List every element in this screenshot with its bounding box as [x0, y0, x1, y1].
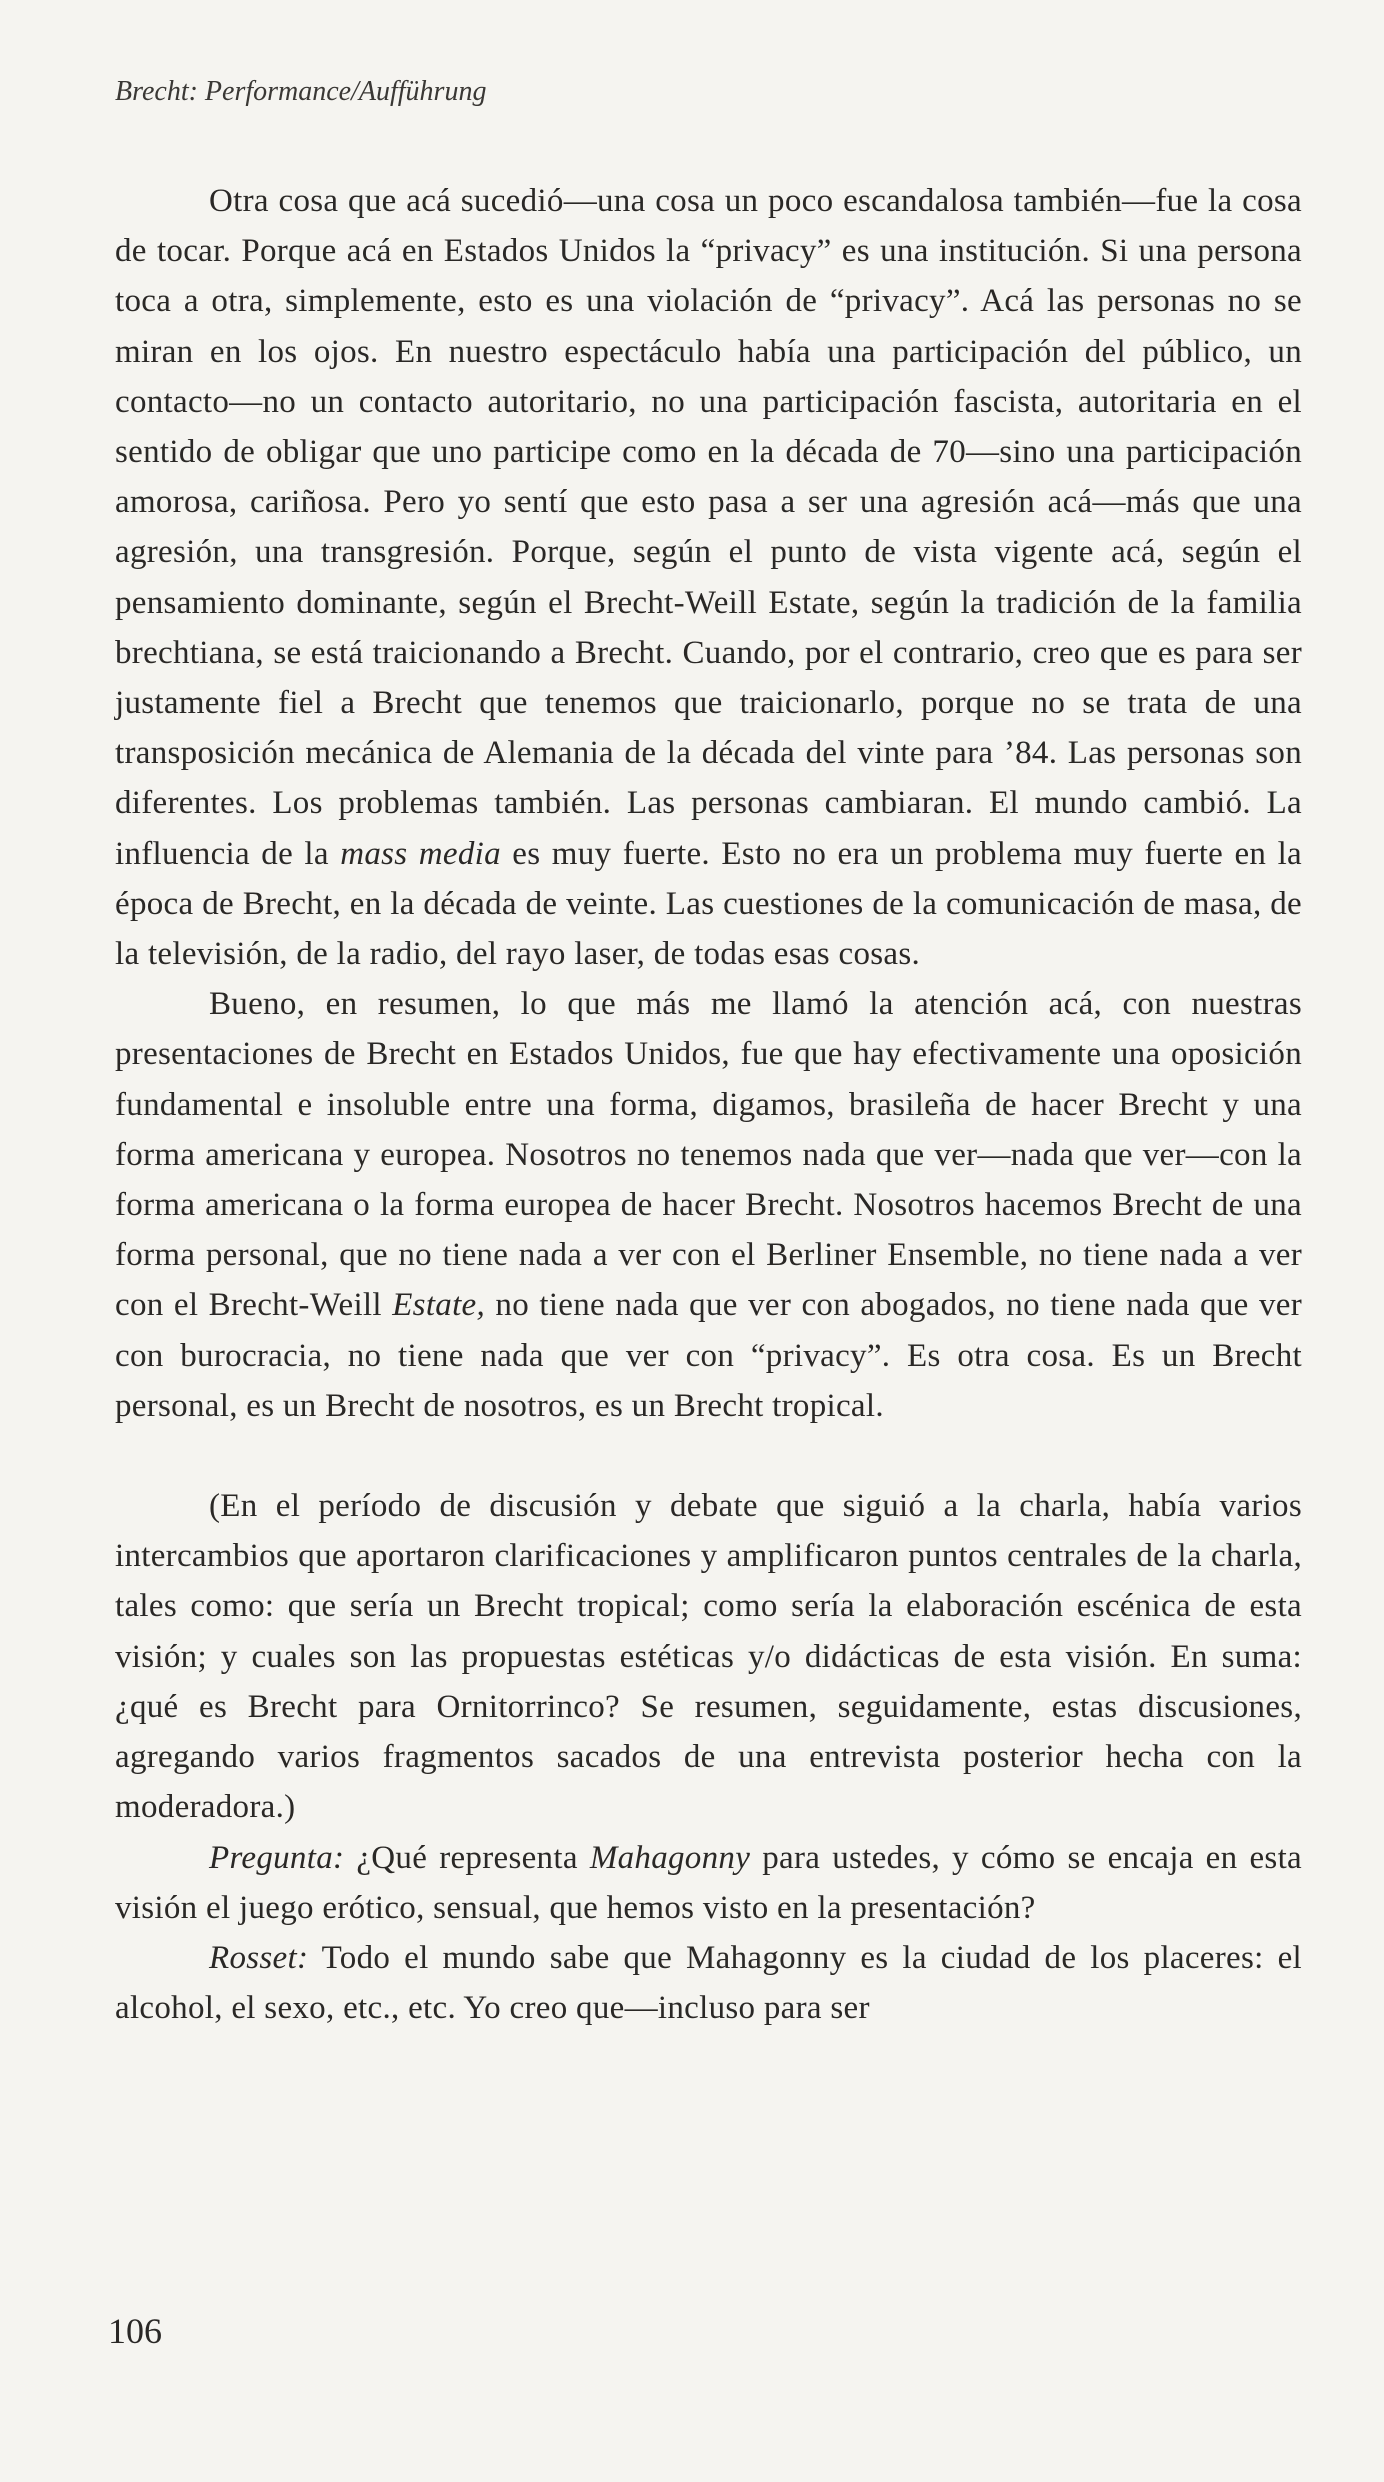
- speaker-label: Rosset:: [209, 1939, 309, 1976]
- italic-term: mass media: [340, 835, 501, 872]
- body-text: [115, 176, 1302, 2033]
- speaker-label: Pregunta:: [209, 1839, 345, 1876]
- paragraph-discussion-note: (En el período de discusión y debate que siguió a la charla, había varios intercambios que aportaron clarificaciones y amplificaron puntos centrales de la charla, tales como: que sería un Brecht tropical; como sería la elaboración escénica de esta visión; y cuales son las propuestas estéticas y/o didácticas de esta visión. En suma: ¿qué es Brecht para Ornitorrinco? Se resumen, seguidamente, estas discusiones, agregando varios fragmentos sacados de una entrevista posterior hecha con la moderadora.): [115, 1488, 1302, 1826]
- italic-term: Estate,: [392, 1287, 486, 1324]
- paragraph-text: ¿Qué representa: [344, 1839, 590, 1876]
- italic-term: Mahagonny: [589, 1839, 751, 1876]
- running-head: Brecht: Performance/Aufführung: [115, 76, 487, 107]
- paragraph-text: Todo el mundo sabe que Mahagonny es la ciudad de los placeres: el alcohol, el sexo, etc., etc. Yo creo que—incluso para ser: [115, 1939, 1302, 2027]
- paragraph-text: Otra cosa que acá sucedió—una cosa un poco escandalosa también—fue la cosa de tocar. Porque acá en Estados Unidos la “privacy” es una institución. Si una persona toca a otra, simplemente, esto es una violación de “privacy”. Acá las personas no se miran en los ojos. En nuestro espectáculo había una participación del público, un contacto—no un contacto autoritario, no una participación fascista, autoritaria en el sentido de obligar que uno participe como en la década de 70—sino una participación amorosa, cariñosa. Pero yo sentí que esto pasa a ser una agresión acá—más que una agresión, una transgresión. Porque, según el punto de vista vigente acá, según el pensamiento dominante, según el Brecht-Weill Estate, según la tradición de la familia brechtiana, se está traicionando a Brecht. Cuando, por el contrario, creo que es para ser justamente fiel a Brecht que tenemos que traicionarlo, porque no se trata de una transposición mecánica de Alemania de la década del vinte para ’84. Las personas son diferentes. Los problemas también. Las personas cambiaran. El mundo cambió. La influencia de la: [115, 183, 1302, 872]
- paragraph-question: [115, 1833, 1302, 1933]
- paragraph-text: es muy fuerte. Esto no era un problema muy fuerte en la época de Brecht, en la década de veinte. Las cuestiones de la comunicación de masa, de la televisión, de la radio, del rayo laser, de todas esas cosas.: [115, 835, 1303, 973]
- paragraph-text: para ustedes, y cómo se encaja en esta visión el juego erótico, sensual, que hemos visto en la presentación?: [115, 1839, 1302, 1926]
- paragraph-answer: [115, 1933, 1302, 2033]
- paragraph-privacy: [115, 176, 1302, 979]
- paragraph-summary: [115, 979, 1302, 1431]
- paragraph-text: Bueno, en resumen, lo que más me llamó la atención acá, con nuestras presentaciones de Brecht en Estados Unidos, fue que hay efectivamente una oposición fundamental e insoluble entre una forma, digamos, brasileña de hacer Brecht y una forma americana y europea. Nosotros no tenemos nada que ver—nada que ver—con la forma americana o la forma europea de hacer Brecht. Nosotros hacemos Brecht de una forma personal, que no tiene nada a ver con el Berliner Ensemble, no tiene nada a ver con el Brecht-Weill: [115, 986, 1302, 1324]
- paragraph-text: no tiene nada que ver con abogados, no tiene nada que ver con burocracia, no tiene nada que ver con “privacy”. Es otra cosa. Es un Brecht personal, es un Brecht de nosotros, es un Brecht tropical.: [115, 1287, 1302, 1424]
- page-number: 106: [108, 2311, 162, 2351]
